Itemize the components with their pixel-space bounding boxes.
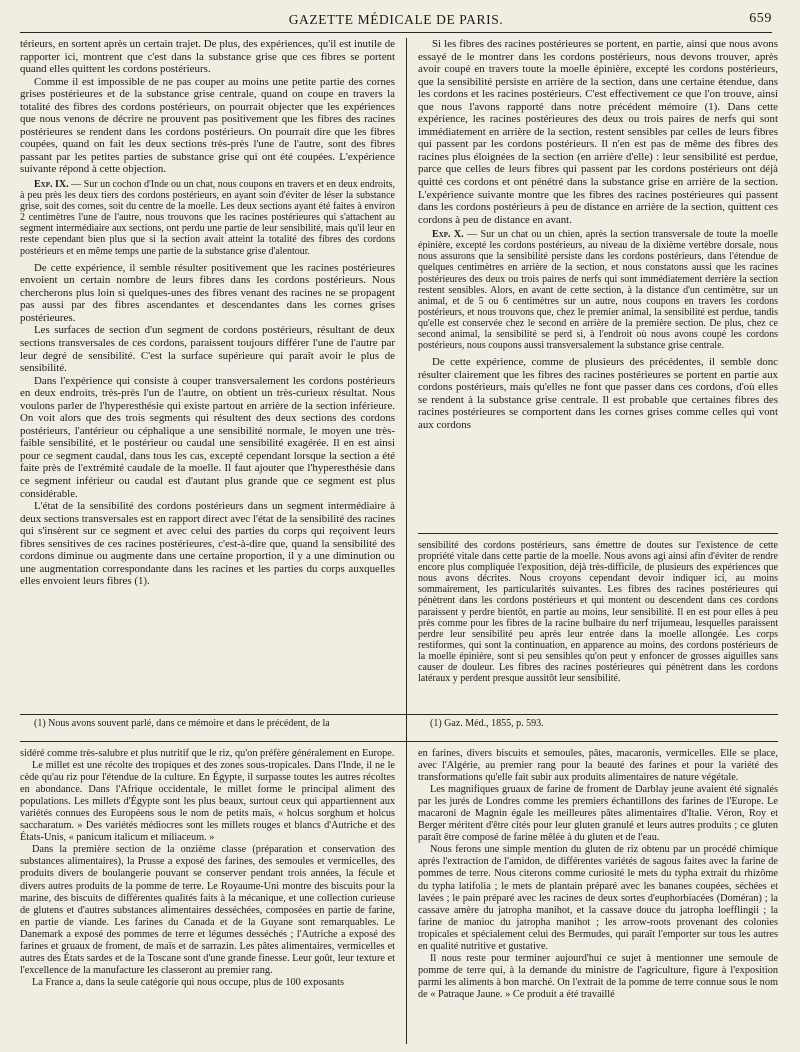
paragraph: La France a, dans la seule catégorie qui nous occupe, plus de 100 exposants bbox=[32, 976, 344, 988]
experiment-ix bbox=[20, 179, 395, 257]
paragraph: L'état de la sensibilité des cordons postérieurs dans un segment intermédiaire à deux sections transversales est en rapport direct avec l'état de la sensibilité des racines qui s'insèrent sur ce segment et avec celui des parties du corps qui reçoivent leurs fibres sensitives de ces racines postérieures, c'est-à-dire que, quand la sensibilité des cordons diminue ou augmente dans une certaine proportion, il y a une diminution ou une augmentation correspondante dans les racines et les parties du corps auxquelles elles envoient leurs fibres (1). bbox=[20, 500, 395, 588]
footnote-left: (1) Nous avons souvent parlé, dans ce mémoire et dans le précédent, de la bbox=[34, 718, 330, 729]
paragraph: en farines, divers biscuits et semoules, pâtes, macaronis, vermicelles. Elle se place, avec l'Algérie, au premier rang pour la beauté des farines et pour la variété des transformations qu'elle fait subir aux produits alimentaires de nature végétale. bbox=[418, 748, 778, 784]
footnote-right: (1) Gaz. Méd., 1855, p. 593. bbox=[430, 718, 544, 729]
paragraph: Comme il est impossible de ne pas couper au moins une petite partie des cornes grises postérieures et de la substance grise centrale, quand on coupe en travers la totalité des fibres des cordons postérieurs, on pourrait objecter que les expériences que nous venons de décrire ne prouvent pas positivement que les fibres des racines postérieures se rendent dans les cordons postérieurs. On pourrait dire que les fibres coupées, quand on fait les deux sections très-près l'une de l'autre, sont des fibres passant par les petites parties de substance grise qui ont été coupées. L'expérience suivante répond à cette objection. bbox=[20, 75, 395, 176]
paragraph: Si les fibres des racines postérieures se portent, en partie, ainsi que nous avons essayé de le montrer dans les cordons postérieurs, nous devons trouver, après avoir coupé en travers toute la moelle épinière, excepté les cordons postérieurs, que la sensibilité persiste en arrière de la section, dans une certaine étendue, dans les cordons et les racines postérieurs. C'est effectivement ce que l'on trouve, ainsi que nous l'avons rapporté dans notre précédent mémoire (1). Dans cette expérience, les racines postérieures des deux ou trois paires de nerfs qui sont immédiatement en arrière de la section, restent sensibles par celles de leurs fibres qui passent par les cordons postérieurs. Il n'en est pas de même des fibres des racines plus éloignées de la section (en arrière d'elle) : leur sensibilité est perdue, parce que celles de leurs fibres qui passent par les cordons postérieurs ont déjà quitté ces cordons et ont pénétré dans la substance grise en arrière de la section. L'expérience suivante montre que les fibres des racines postérieures qui passent dans les cordons postérieurs à peu de distance en arrière de la section, quittent ces cordons à peu de distance en avant. bbox=[418, 38, 778, 226]
paragraph: Nous ferons une simple mention du gluten de riz obtenu par un procédé chimique après l'extraction de l'amidon, de différentes variétés de sagous faites avec la farine de pommes de terre. Nous citerons comme curiosité le mets du typha extrait du rhizôme du typha latifolia ; le mets de plantain préparé avec les bananes coupées, séchées et lavées ; le pain préparé avec les racines de deux sortes d'euphorbiacées (Doméran) ; la cassave amère du jatropha manihot, et la cassave douce du jatropha loefflingii ; la farine de manioc du jatropha manihot ; les arrow-roots provenant des colonies tropicales et spécialement celui des Bermudes, qui paraît l'emporter sur tous les autres en qualité nutritive et gustative. bbox=[418, 844, 778, 952]
experiment-label: Exp. IX. bbox=[34, 179, 69, 191]
note-continuation bbox=[418, 540, 778, 710]
page-header bbox=[20, 10, 772, 33]
section-divider bbox=[20, 741, 778, 742]
paragraph: Le millet est une récolte des tropiques et des zones sous-tropicales. Dans l'Inde, il ne le cède qu'au riz pour l'étendue de la culture. En Égypte, il surpasse toutes les autres récoltes en abondance. Dans l'Afrique occidentale, le millet forme le principal aliment des populations. Les millets d'Égypte sont les plus beaux, surtout ceux qui appartiennent aux variétés connues des Européens sous le nom de petits maïs, « holcus sorghum et holcus saccharatum. » Des variétés médiocres sont les millets rouges et blancs d'Autriche et des États-Unis, « panicum italicum et miliaceum. » bbox=[20, 760, 395, 844]
experiment-label: Exp. X. bbox=[432, 229, 464, 241]
paragraph: Dans l'expérience qui consiste à couper transversalement les cordons postérieurs en deux endroits, très-près l'un de l'autre, on obtient un très-curieux résultat. Nous voulons parler de l'hyperesthésie qui existe partout en arrière de la section inférieure. On voit alors que des trois segments qui résultent des deux sections des cordons postérieurs, l'antérieur ou céphalique a une sensibilité normale, le moyen une très-faible sensibilité, et le postérieur ou caudal une sensibilité exagérée. Il en est ainsi pour ce segment caudal, dans tous les cas, excepté cependant lorsque la section a été faite près de l'extrémité caudale de la moelle. Il faut ajouter que l'hyperesthésie dans ce segment inférieur ou caudal est d'autant plus grande que ce segment est plus considérable. bbox=[20, 374, 395, 500]
paragraph: Dans la première section de la onzième classe (préparation et conservation des substances alimentaires), la Prusse a exposé des farines, des semoules et vermicelles, des produits divers de boulangerie pouvant se conserver pendant trois années, la fécule et divers autres produits de la pomme de terre. Le Royaume-Uni montre des biscuits pour la marine, des biscuits de différentes qualités faits à la mécanique, et une collection curieuse de glutens et d'autres substances alimentaires desséchées, composées en partie de farine, en partie de viande. Les farines du Canada et de la Guyane sont remarquables. Le Danemark a exposé des pommes de terre et légumes desséchés ; l'Autriche a exposé des farines et gruaux de froment, de maïs et de sarrazin. Les pâtes alimentaires, vermicelles et autres des États sardes et de la Toscane sont d'une grande finesse. Leur goût, leur texture et l'excellence de la manufacture les classeront au premier rang. bbox=[20, 844, 395, 976]
paragraph: De cette expérience, il semble résulter positivement que les racines postérieures envoient un certain nombre de leurs fibres dans les cordons postérieurs. Nous chercherons plus loin si quelques-unes des fibres venant des racines ne se propagent pas aussi par des fibres ascendantes et descendantes dans les cornes grises postérieures. bbox=[20, 261, 395, 324]
paragraph: Il nous reste pour terminer aujourd'hui ce sujet à mentionner une semoule de pomme de terre qui, à la demande du ministre de l'agriculture, figure à l'exposition parmi les aliments à bon marché. On l'extrait de la pomme de terre connue sous le nom de « Patraque Jaune. » Ce produit a été travaillé bbox=[418, 952, 778, 1000]
paragraph: De cette expérience, comme de plusieurs des précédentes, il semble donc résulter clairement que les fibres des racines postérieures se portent en partie aux cordons postérieurs, mais qu'elles ne font que passer dans ces cordons, d'où elles se rendent à la substance grise centrale. Il est probable que certaines fibres des racines postérieures se comportent dans les cornes grises comme celles qui vont aux cordons bbox=[418, 356, 778, 431]
column-divider bbox=[406, 748, 407, 1044]
experiment-x bbox=[418, 229, 778, 351]
note-text: sensibilité des cordons postérieurs, sans émettre de doutes sur l'existence de cette propriété vitale dans cette partie de la moelle. Nous avons agi ainsi afin d'éviter de rendre encore plus compliquée l'exposition, déjà très-difficile, de plusieurs des expériences que nous avons décrites. Nous croyons cependant devoir indiquer ici, au moins sommairement, les particularités suivantes. Les fibres des racines postérieures qui pénètrent dans les cordons postérieurs et qui montent ou descendent dans ces cordons paraissent y perdre bientôt, en partie au moins, leur sensibilité. Il en est pour elles à peu près comme pour les fibres de la racine bulbaire du nerf trijumeau, lesquelles paraissent perdre leur sensibilité peu après leur entrée dans la moelle allongée. Les corps restiformes, qui sont la continuation, en apparence au moins, des cordons postérieurs de la moelle épinière, sont si peu sensibles qu'on peut y enfoncer de grosses aiguilles sans causer de douleur. Les fibres des racines postérieures qui pénètrent dans les cordons latéraux y perdent presque aussitôt leur sensibilité. bbox=[418, 540, 778, 685]
paragraph: térieurs, en sortent après un certain trajet. De plus, des expériences, qu'il est inutile de rapporter ici, montrent que c'est dans la substance grise que ces fibres se portent quand elles quittent les cordons postérieurs. bbox=[20, 38, 395, 76]
journal-title: GAZETTE MÉDICALE DE PARIS. bbox=[288, 12, 504, 27]
paragraph: Les magnifiques gruaux de farine de froment de Darblay jeune avaient été signalés par les jurés de Londres comme les premiers échantillons des farines de l'Europe. Le macaroni de Magnin égale les meilleures pâtes alimentaires d'Italie. Véron, Roy et Berger méritent d'être cités pour leur gluten granulé et leurs autres produits ; ce gluten paraît être composé de farine mêlée à du gluten et de l'eau. bbox=[418, 784, 778, 844]
footnote-rule bbox=[20, 714, 778, 715]
page-number: 659 bbox=[749, 11, 772, 26]
bottom-right-column bbox=[418, 748, 778, 1046]
paragraph: sidéré comme très-salubre et plus nutritif que le riz, qu'on préfère généralement en Europe. bbox=[20, 748, 395, 759]
bottom-left-column bbox=[20, 748, 395, 1046]
section-rule bbox=[418, 533, 778, 534]
top-left-column bbox=[20, 38, 395, 708]
top-right-column bbox=[418, 38, 778, 528]
experiment-text: — Sur un cochon d'Inde ou un chat, nous coupons en travers et en deux endroits, à peu près les deux tiers des cordons postérieurs, en ayant soin d'éviter de léser la substance grise, soit des cornes, soit du centre de la moelle. Les deux sections ayant été faites à environ 2 centimètres l'une de l'autre, nous trouvons que les racines postérieures qui s'attachent au segment intermédiaire aux sections, ont perdu une partie de leur sensibilité, mais qu'il leur en reste cependant bien plus que si la section avait atteint la totalité des fibres des cordons postérieurs et en même temps une partie de la substance grise d'alentour. bbox=[20, 179, 395, 257]
paragraph: Les surfaces de section d'un segment de cordons postérieurs, résultant de deux sections transversales de ces cordons, paraissent toujours différer l'une de l'autre par leur degré de sensibilité. C'est la surface supérieure qui paraît avoir le plus de sensibilité. bbox=[20, 324, 395, 375]
column-divider bbox=[406, 38, 407, 758]
experiment-text: — Sur un chat ou un chien, après la section transversale de toute la moelle épinière, excepté les cordons postérieurs, au niveau de la dixième vertèbre dorsale, nous nous assurons que la sensibilité persiste dans les cordons postérieurs, dans l'étendue de quelques centimètres en arrière de la section, et nous constatons aussi que les racines postérieures des deux ou trois paires de nerfs qui sont immédiatement derrière la section restent sensibles. Alors, en avant de cette section, à la distance d'un centimètre, sur un animal, et de 5 ou 6 centimètres sur un autre, nous coupons en travers les cordons postérieurs, et nous trouvons que, chez le premier animal, la sensibilité est perdue, tandis qu'elle est conservée chez le second en arrière de la première section. De plus, chez ce second animal, la sensibilité se perd si, à l'endroit où nous avons coupé les cordons postérieurs, nous coupons aussi transversalement la substance grise centrale. bbox=[418, 229, 778, 352]
